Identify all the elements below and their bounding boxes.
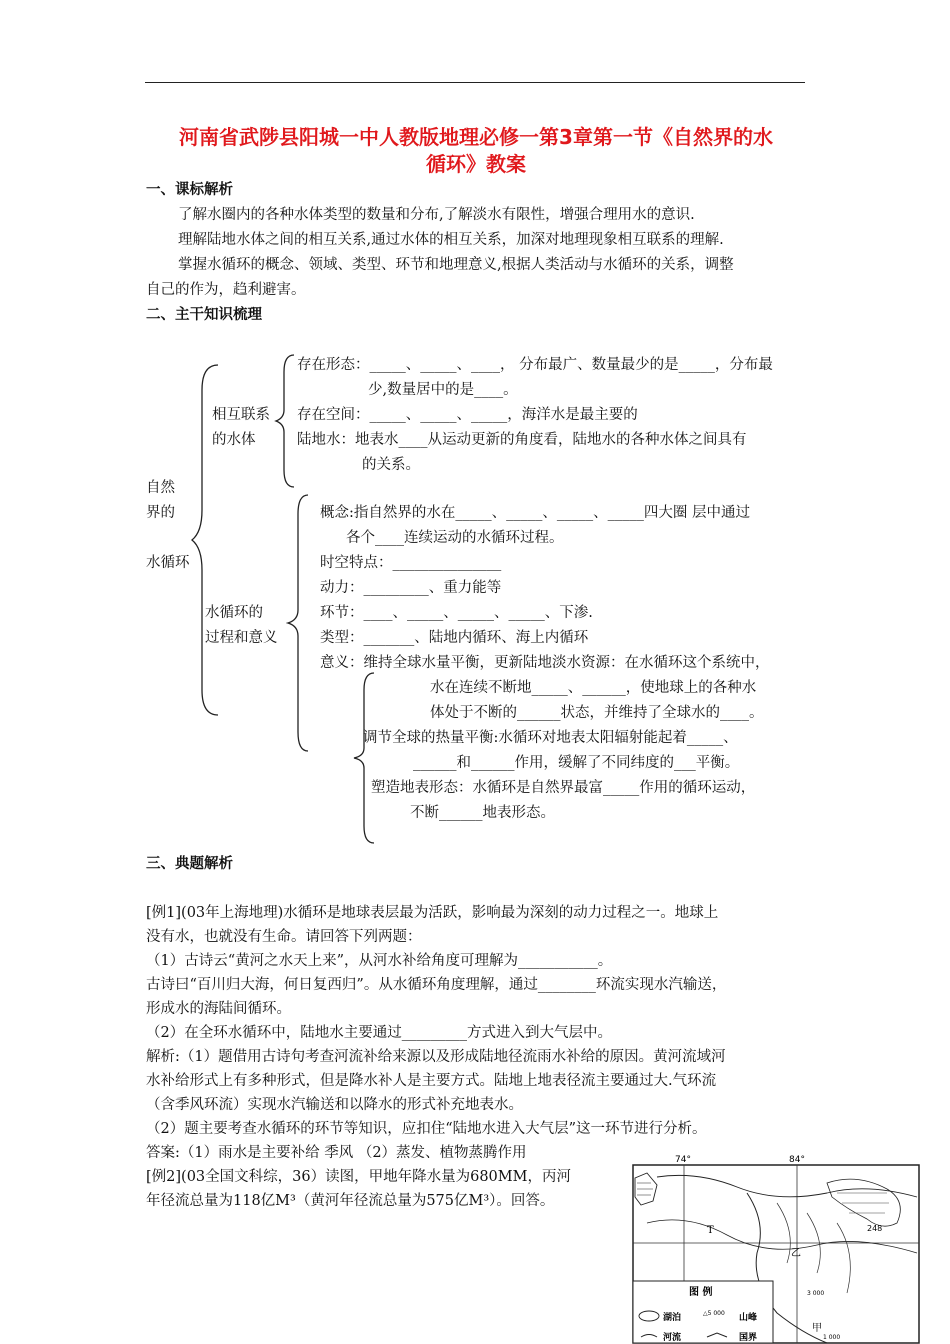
b2-links-line: 环节：____、_____、_____、_____、下渗. bbox=[320, 605, 593, 621]
b2-concept-line-2: 各个____连续运动的水循环过程。 bbox=[346, 530, 564, 546]
brace-cycle bbox=[286, 492, 310, 754]
sec1-paragraph-3a: 掌握水循环的概念、领域、类型、环节和地理意义,根据人类活动与水循环的关系，调整 bbox=[178, 257, 734, 273]
b2-shape-line-1: 塑造地表形态：水循环是自然界最富_____作用的循环运动， bbox=[371, 780, 756, 796]
b1-form-line-1: 存在形态：_____、_____、____， 分布最广、数量最少的是_____，分布最 bbox=[297, 357, 773, 373]
b2-types-line: 类型：_______、陆地内循环、海上内循环 bbox=[320, 630, 589, 646]
root-label-2: 界的 bbox=[146, 505, 175, 521]
label-248: 248 bbox=[867, 1224, 883, 1233]
brace-meaning bbox=[352, 670, 376, 846]
root-label-1: 自然 bbox=[146, 480, 175, 496]
map-value-3000: 3 000 bbox=[807, 1290, 825, 1297]
b2-power-line: 动力：_________、重力能等 bbox=[320, 580, 502, 596]
b1-form-line-2: 少,数量居中的是____。 bbox=[368, 382, 518, 398]
analysis-line-4: （2）题主要考查水循环的环节等知识，应扣住“陆地水进入大气层”这一环节进行分析。 bbox=[146, 1121, 707, 1137]
top-rule bbox=[145, 82, 805, 83]
analysis-line-2: 水补给形式上有多种形式，但是降水补人是主要方式。陆地上地表径流主要通过大.气环流 bbox=[146, 1073, 717, 1089]
example-2-line-1: [例2](03全国文科综，36）读图，甲地年降水量为680MM，丙河 bbox=[146, 1169, 571, 1185]
page-title bbox=[140, 124, 812, 178]
b1-space-line: 存在空间：_____、_____、_____，海洋水是最主要的 bbox=[297, 407, 638, 423]
analysis-line-1: 解析:（1）题借用古诗句考查河流补给来源以及形成陆地径流雨水补给的原因。黄河流域河 bbox=[146, 1049, 726, 1065]
b2-shape-line-2: 不断______地表形态。 bbox=[410, 805, 555, 821]
analysis-line-3: （含季风环流）实现水汽输送和以降水的形式补充地表水。 bbox=[146, 1097, 523, 1113]
legend-peak-label: 山峰 bbox=[739, 1313, 758, 1323]
branch-2-label-a: 水循环的 bbox=[205, 605, 263, 621]
example-1-line-2: 没有水，也就没有生命。请回答下列两题： bbox=[146, 929, 422, 945]
sec1-paragraph-1: 了解水圈内的各种水体类型的数量和分布,了解淡水有限性，增强合理用水的意识. bbox=[178, 207, 695, 223]
lon-label-74: 74° bbox=[675, 1155, 691, 1165]
branch-1-label-a: 相互联系 bbox=[212, 407, 270, 423]
section-2-heading: 二、主干知识梳理 bbox=[146, 307, 262, 323]
map-value-1000: 1 000 bbox=[823, 1334, 841, 1341]
b1-land-line-1: 陆地水：地表水____从运动更新的角度看，陆地水的各种水体之间具有 bbox=[297, 432, 747, 448]
section-1-heading: 一、课标解析 bbox=[146, 182, 233, 198]
title-line-1: 河南省武陟县阳城一中人教版地理必修一第3章第一节《自然界的水 bbox=[179, 125, 773, 149]
label-jia: 甲 bbox=[812, 1323, 822, 1334]
b2-meaning-line-3: 体处于不断的______状态，并维持了全球水的____。 bbox=[430, 705, 764, 721]
b2-concept-line-1: 概念:指自然界的水在_____、_____、_____、_____四大圈 层中通过 bbox=[320, 505, 750, 521]
branch-2-label-b: 过程和意义 bbox=[205, 630, 278, 646]
answer-line: 答案:（1）雨水是主要补给 季风 （2）蒸发、植物蒸腾作用 bbox=[146, 1145, 527, 1161]
branch-1-label-b: 的水体 bbox=[212, 432, 256, 448]
example-1-line-4: 古诗曰“百川归大海，何日复西归”。从水循环角度理解，通过________环流实现水汽输送， bbox=[146, 977, 727, 993]
example-1-line-1: [例1](03年上海地理)水循环是地球表层最为活跃，影响最为深刻的动力过程之一。地球上 bbox=[146, 905, 719, 921]
b2-heat-line-2: ______和______作用，缓解了不同纬度的___平衡。 bbox=[413, 755, 740, 771]
section-3-heading: 三、典题解析 bbox=[146, 856, 233, 872]
example-1-line-6: （2）在全环水循环中，陆地水主要通过_________方式进入到大气层中。 bbox=[146, 1025, 612, 1041]
legend-border-label: 国界 bbox=[739, 1333, 758, 1343]
example-2-line-2: 年径流总量为118亿M³（黄河年径流总量为575亿M³）。回答。 bbox=[146, 1193, 555, 1209]
example-1-line-3: （1）古诗云“黄河之水天上来”，从河水补给角度可理解为___________。 bbox=[146, 953, 613, 969]
b2-meaning-line-1: 意义：维持全球水量平衡，更新陆地淡水资源：在水循环这个系统中， bbox=[320, 655, 770, 671]
example-1-line-5: 形成水的海陆间循环。 bbox=[146, 1001, 291, 1017]
legend-title: 图 例 bbox=[689, 1287, 713, 1298]
label-yi: 乙 bbox=[791, 1248, 801, 1259]
b1-land-line-2: 的关系。 bbox=[362, 457, 420, 473]
brace-water-bodies bbox=[274, 352, 296, 490]
legend-lake-symbol bbox=[639, 1311, 659, 1321]
title-line-2: 循环》教案 bbox=[426, 152, 526, 176]
b2-heat-line-1: 调节全球的热量平衡:水循环对地表太阳辐射能起着_____、 bbox=[363, 730, 738, 746]
map-figure bbox=[627, 1153, 925, 1344]
legend-river-label: 河流 bbox=[663, 1333, 682, 1343]
b2-meaning-line-2: 水在连续不断地_____、______，使地球上的各种水 bbox=[430, 680, 757, 696]
lon-label-84: 84° bbox=[789, 1155, 805, 1165]
legend-lake-label: 湖泊 bbox=[663, 1313, 682, 1323]
label-t: T bbox=[707, 1225, 714, 1236]
b2-spacetime-line: 时空特点：_______________ bbox=[320, 555, 502, 571]
sec1-paragraph-3b: 自己的作为，趋利避害。 bbox=[146, 282, 306, 298]
sec1-paragraph-2: 理解陆地水体之间的相互关系,通过水体的相互关系，加深对地理现象相互联系的理解. bbox=[178, 232, 724, 248]
root-label-3: 水循环 bbox=[146, 555, 190, 571]
legend-peak-value: △5 000 bbox=[703, 1310, 725, 1317]
